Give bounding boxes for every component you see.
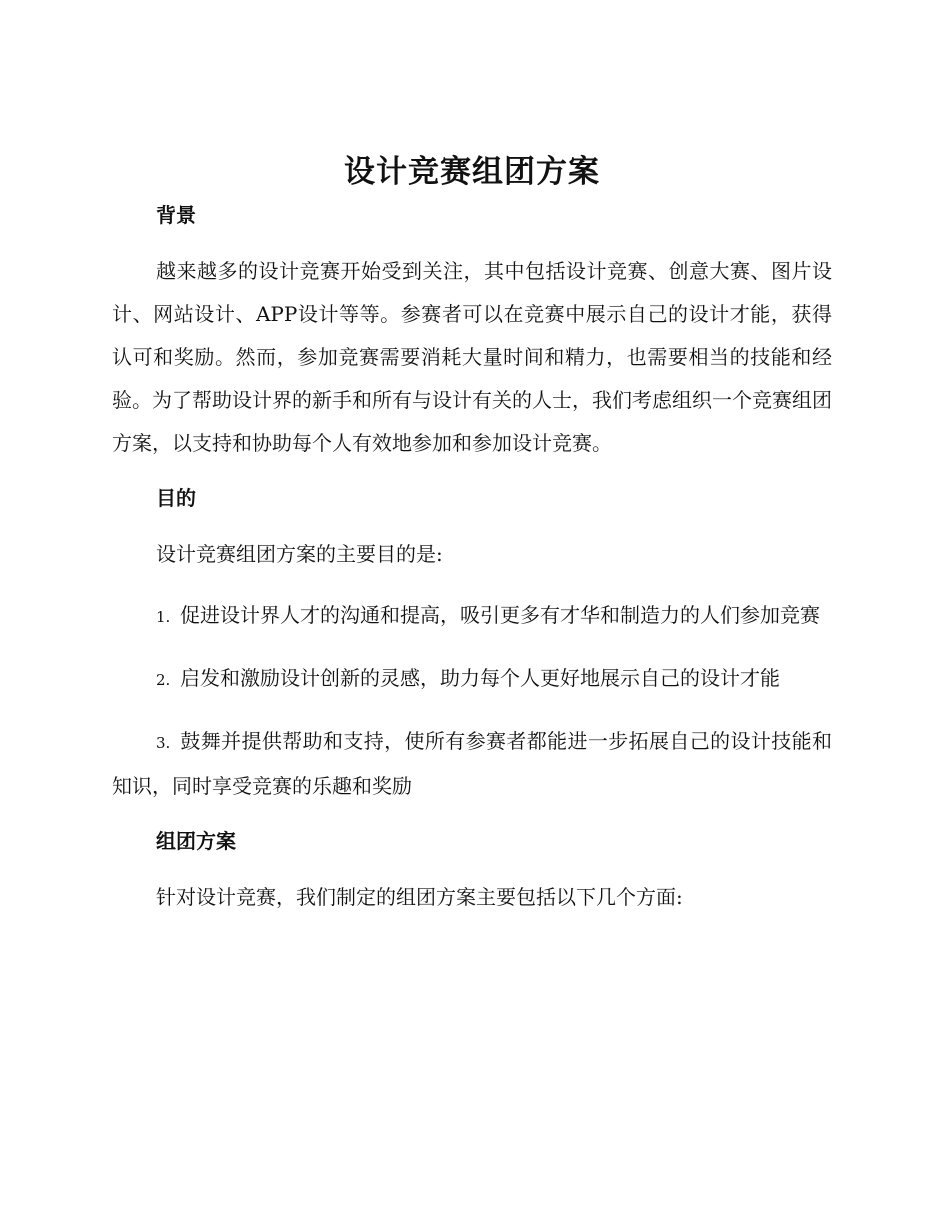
list-number: 3. xyxy=(156,734,171,752)
plan-intro: 针对设计竞赛，我们制定的组团方案主要包括以下几个方面: xyxy=(156,885,683,909)
section-heading-plan: 组团方案 xyxy=(156,829,236,853)
list-item-text: 促进设计界人才的沟通和提高，吸引更多有才华和制造力的人们参加竞赛 xyxy=(180,603,820,627)
purpose-list-item xyxy=(112,720,832,808)
purpose-list-item xyxy=(112,657,832,702)
document-page xyxy=(112,150,832,937)
list-item-text: 鼓舞并提供帮助和支持，使所有参赛者都能进一步拓展自己的设计技能和知识，同时享受竞赛的乐趣和奖励 xyxy=(112,729,832,798)
purpose-list-item xyxy=(112,594,832,639)
section-heading-purpose: 目的 xyxy=(156,486,196,510)
section-heading-background: 背景 xyxy=(156,203,196,227)
list-number: 1. xyxy=(156,608,171,626)
list-number: 2. xyxy=(156,671,171,689)
document-title: 设计竞赛组团方案 xyxy=(344,154,600,190)
background-paragraph: 越来越多的设计竞赛开始受到关注，其中包括设计竞赛、创意大赛、图片设计、网站设计、APP设计等等。参赛者可以在竞赛中展示自己的设计才能，获得认可和奖励。然而，参加竞赛需要消耗大量时间和精力，也需要相当的技能和经验。为了帮助设计界的新手和所有与设计有关的人士，我们考虑组织一个竞赛组团方案，以支持和协助每个人有效地参加和参加设计竞赛。 xyxy=(112,259,832,455)
purpose-intro: 设计竞赛组团方案的主要目的是: xyxy=(156,542,443,566)
list-item-text: 启发和激励设计创新的灵感，助力每个人更好地展示自己的设计才能 xyxy=(180,666,780,690)
